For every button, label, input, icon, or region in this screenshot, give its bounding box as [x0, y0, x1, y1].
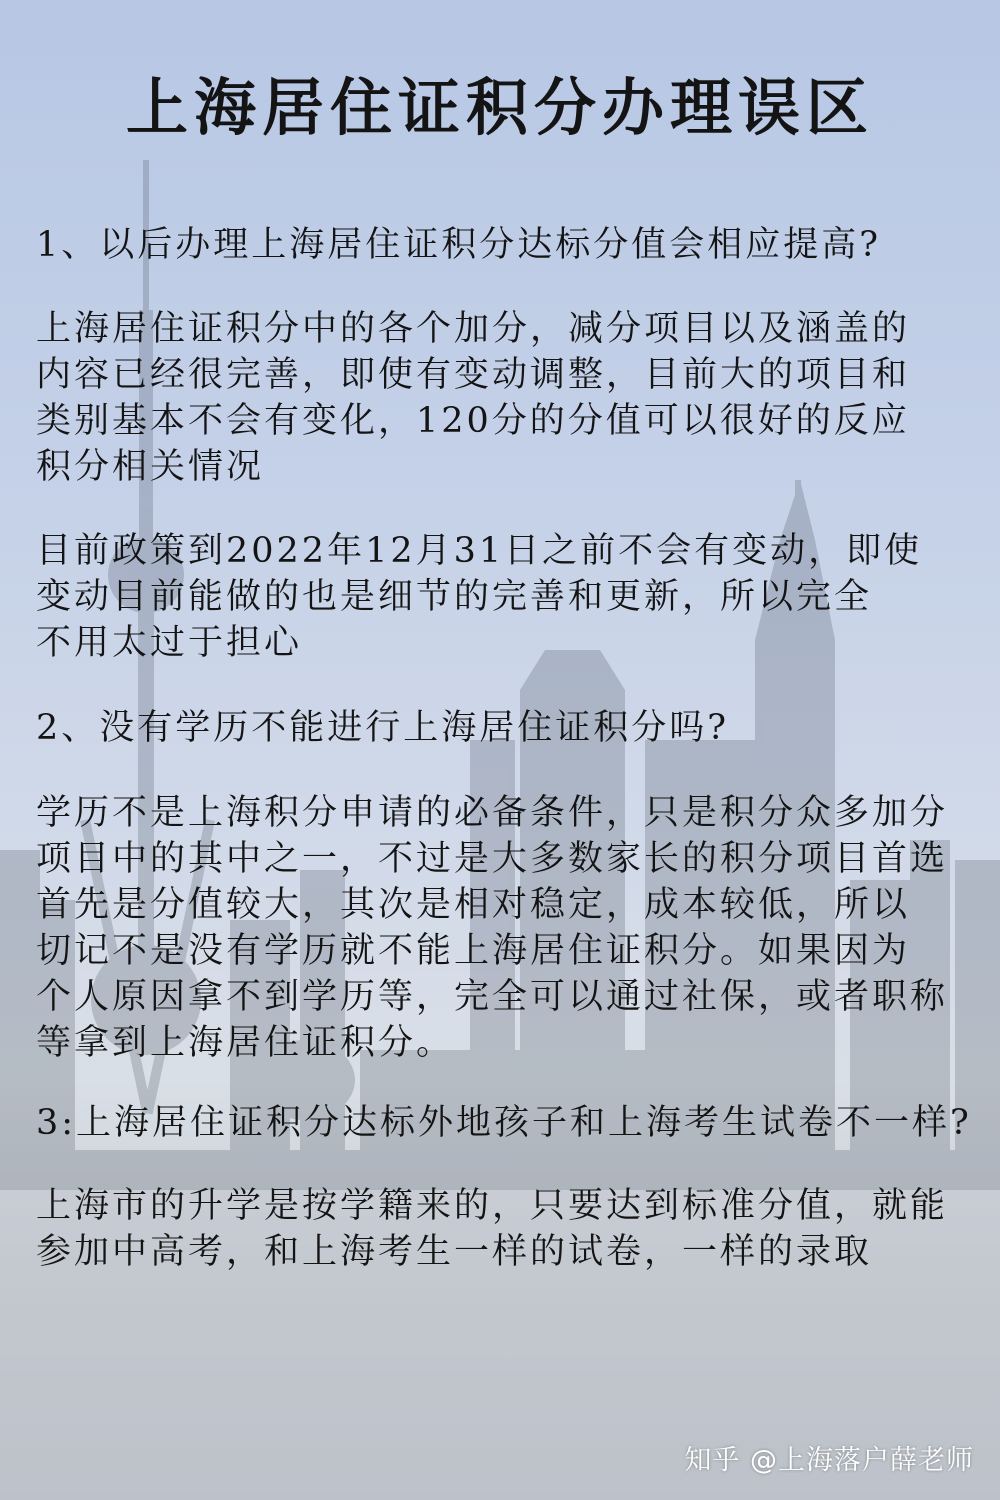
section-1-heading: 1、以后办理上海居住证积分达标分值会相应提高?	[36, 225, 882, 265]
section-2-paragraph-1: 学历不是上海积分申请的必备条件，只是积分众多加分 项目中的其中之一，不过是大多数家长的积分项目首选 首先是分值较大，其次是相对稳定，成本较低，所以 切记不是没有学历就不能上海居住证积分。如果因为 个人原因拿不到学历等，完全可以通过社保，或者职称 等拿到上海居住证积分。	[36, 793, 949, 1063]
page-title: 上海居住证积分办理误区	[125, 71, 874, 144]
watermark: 知乎 @上海落户薛老师	[684, 1445, 974, 1476]
section-1-paragraph-1: 上海居住证积分中的各个加分，减分项目以及涵盖的 内容已经很完善，即使有变动调整，目前大的项目和 类别基本不会有变化，120分的分值可以很好的反应 积分相关情况	[36, 309, 911, 487]
section-3-heading: 3:上海居住证积分达标外地孩子和上海考生试卷不一样?	[36, 1103, 972, 1143]
section-3-paragraph-1: 上海市的升学是按学籍来的，只要达到标准分值，就能 参加中高考，和上海考生一样的试卷，一样的录取	[36, 1186, 949, 1272]
section-2-heading: 2、没有学历不能进行上海居住证积分吗?	[36, 708, 730, 748]
section-1-paragraph-2: 目前政策到2022年12月31日之前不会有变动，即使 变动目前能做的也是细节的完善和更新，所以完全 不用太过于担心	[36, 531, 923, 663]
